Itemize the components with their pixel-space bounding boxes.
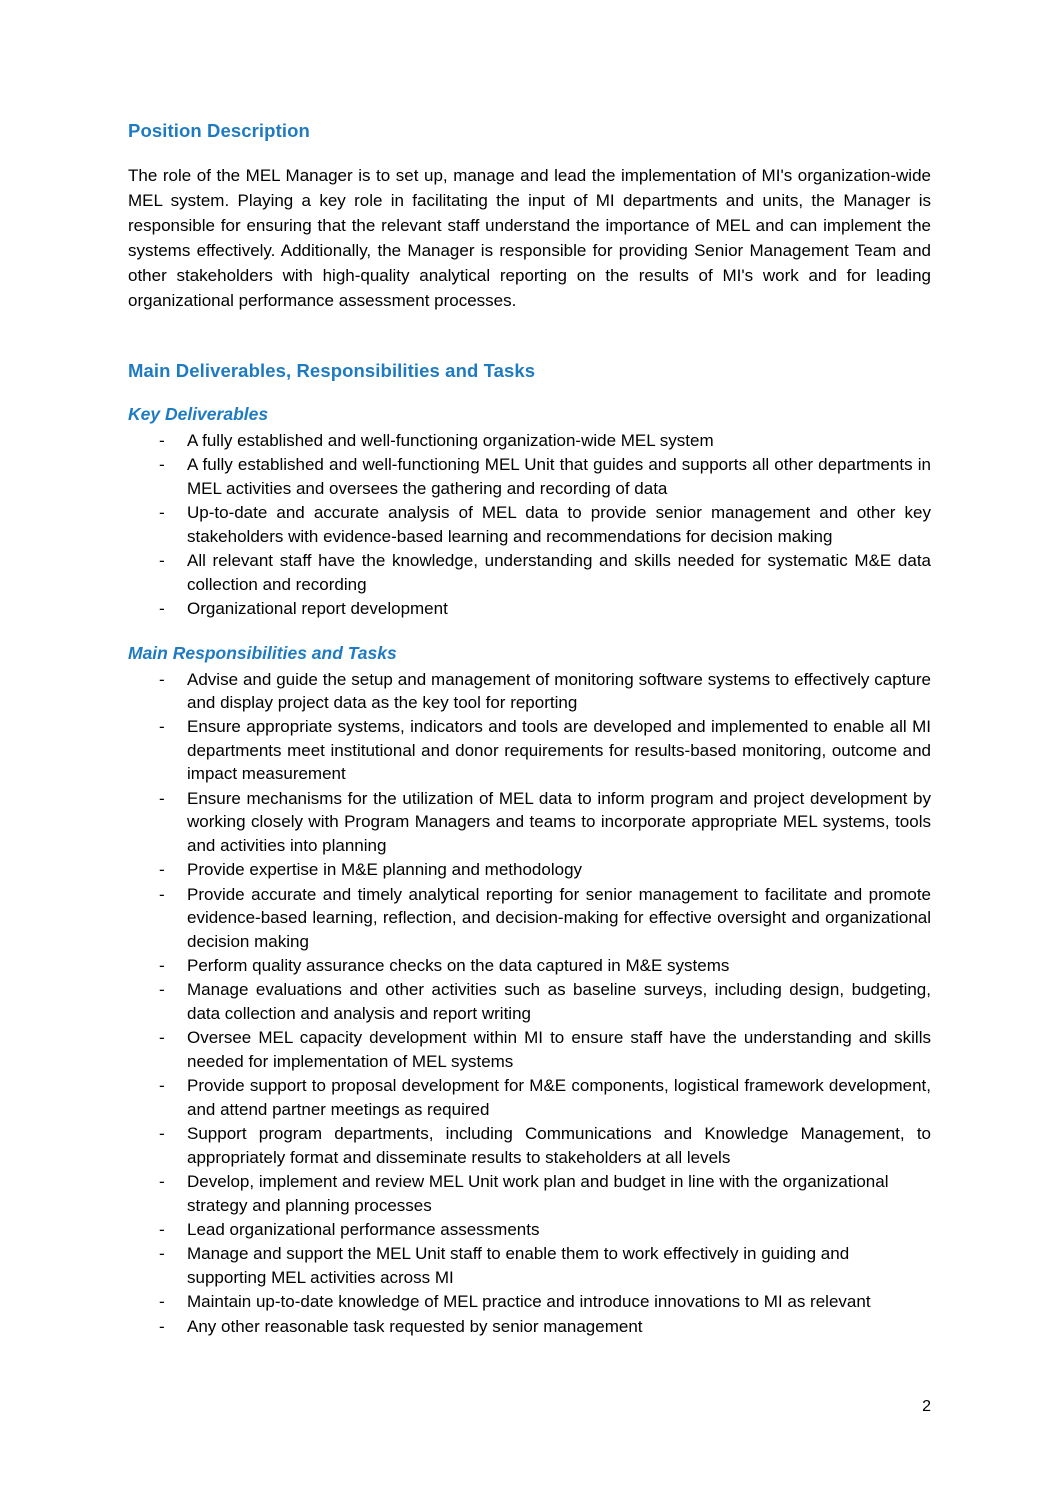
list-item: [128, 978, 931, 1025]
list-item-text: Oversee MEL capacity development within MI to ensure staff have the understanding and skills needed for implementation of MEL systems: [187, 1028, 931, 1071]
bullet-marker: -: [159, 455, 165, 475]
subheading-key-deliverables: Key Deliverables: [128, 403, 269, 424]
page-number: 2: [922, 1398, 931, 1415]
list-item-text: Provide support to proposal development for M&E components, logistical framework development, and attend partner meetings as required: [187, 1076, 931, 1119]
list-item-text: All relevant staff have the knowledge, understanding and skills needed for systematic M&E data collection and recording: [187, 551, 931, 594]
list-item-text: Provide expertise in M&E planning and methodology: [187, 860, 583, 880]
bullet-marker: -: [159, 788, 165, 808]
bullet-marker: -: [159, 551, 165, 571]
list-item: [128, 1074, 931, 1121]
section-heading-main-deliverables: Main Deliverables, Responsibilities and Tasks: [128, 359, 536, 381]
list-item-text: Manage evaluations and other activities such as baseline surveys, including design, budgeting, data collection and analysis and report writing: [187, 980, 931, 1023]
list-item-text: Provide accurate and timely analytical reporting for senior management to facilitate and promote evidence-based learning, reflection, and decision-making for effective oversight and organizational decision making: [187, 884, 931, 951]
bullet-marker: -: [159, 1124, 165, 1144]
list-item-text: Support program departments, including Communications and Knowledge Management, to appropriately format and disseminate results to stakeholders at all levels: [187, 1124, 931, 1167]
list-item: [128, 787, 931, 857]
list-item-text: Develop, implement and review MEL Unit work plan and budget in line with the organizational strategy and planning processes: [187, 1172, 889, 1215]
bullet-marker: -: [159, 1172, 165, 1192]
main-responsibilities-list: [128, 668, 931, 1339]
position-description-paragraph: The role of the MEL Manager is to set up, manage and lead the implementation of MI's organization-wide MEL system. Playing a key role in facilitating the input of MI departments and units, the Manager is responsible for ensuring that the relevant staff understand the importance of MEL and can implement the systems effectively. Additionally, the Manager is responsible for providing Senior Management Team and other stakeholders with high-quality analytical reporting on the results of MI's work and for leading organizational performance assessment processes.: [128, 166, 931, 310]
list-item: [128, 1026, 931, 1073]
section-heading-position-description: Position Description: [128, 120, 310, 141]
list-item: [128, 549, 931, 596]
list-item: [128, 453, 931, 500]
list-item-text: A fully established and well-functioning organization-wide MEL system: [187, 430, 714, 450]
list-item-text: Advise and guide the setup and management of monitoring software systems to effectively capture and display project data as the key tool for reporting: [187, 669, 931, 712]
list-item: [128, 668, 931, 715]
list-item: [128, 1315, 931, 1338]
list-item: [128, 715, 931, 785]
list-item-text: Organizational report development: [187, 599, 448, 619]
list-item: [128, 1122, 931, 1169]
bullet-marker: -: [159, 717, 165, 737]
bullet-marker: -: [159, 955, 165, 975]
list-item: [128, 1170, 931, 1217]
bullet-marker: -: [159, 503, 165, 523]
bullet-marker: -: [159, 1028, 165, 1048]
list-item: [128, 954, 931, 977]
list-item-text: Maintain up-to-date knowledge of MEL practice and introduce innovations to MI as relevant: [187, 1292, 871, 1312]
bullet-marker: -: [159, 1316, 165, 1336]
list-item-text: A fully established and well-functioning MEL Unit that guides and supports all other departments in MEL activities and oversees the gathering and recording of data: [187, 455, 931, 498]
bullet-marker: -: [159, 599, 165, 619]
list-item: [128, 501, 931, 548]
bullet-marker: -: [159, 1076, 165, 1096]
list-item-text: Any other reasonable task requested by senior management: [187, 1316, 643, 1336]
bullet-marker: -: [159, 430, 165, 450]
list-item: [128, 883, 931, 953]
list-item: [128, 858, 931, 881]
list-item: [128, 1218, 931, 1241]
list-item-text: Up-to-date and accurate analysis of MEL data to provide senior management and other key stakeholders with evidence-based learning and recommendations for decision making: [187, 503, 931, 546]
bullet-marker: -: [159, 1219, 165, 1239]
list-item-text: Ensure mechanisms for the utilization of MEL data to inform program and project development by working closely with Program Managers and teams to incorporate appropriate MEL systems, tools and activities into planning: [187, 788, 931, 855]
bullet-marker: -: [159, 1244, 165, 1264]
list-item-text: Manage and support the MEL Unit staff to enable them to work effectively in guiding and supporting MEL activities across MI: [187, 1244, 850, 1287]
list-item-text: Lead organizational performance assessments: [187, 1219, 540, 1239]
bullet-marker: -: [159, 1292, 165, 1312]
list-item-text: Ensure appropriate systems, indicators and tools are developed and implemented to enable all MI departments meet institutional and donor requirements for results-based monitoring, outcome and impact measurement: [187, 717, 931, 784]
list-item: [128, 429, 931, 452]
bullet-marker: -: [159, 669, 165, 689]
list-item: [128, 1290, 931, 1313]
list-item-text: Perform quality assurance checks on the data captured in M&E systems: [187, 955, 730, 975]
key-deliverables-list: [128, 429, 931, 621]
list-item: [128, 597, 931, 620]
list-item: [128, 1242, 931, 1289]
subheading-main-responsibilities: Main Responsibilities and Tasks: [128, 642, 397, 663]
bullet-marker: -: [159, 980, 165, 1000]
bullet-marker: -: [159, 884, 165, 904]
bullet-marker: -: [159, 860, 165, 880]
